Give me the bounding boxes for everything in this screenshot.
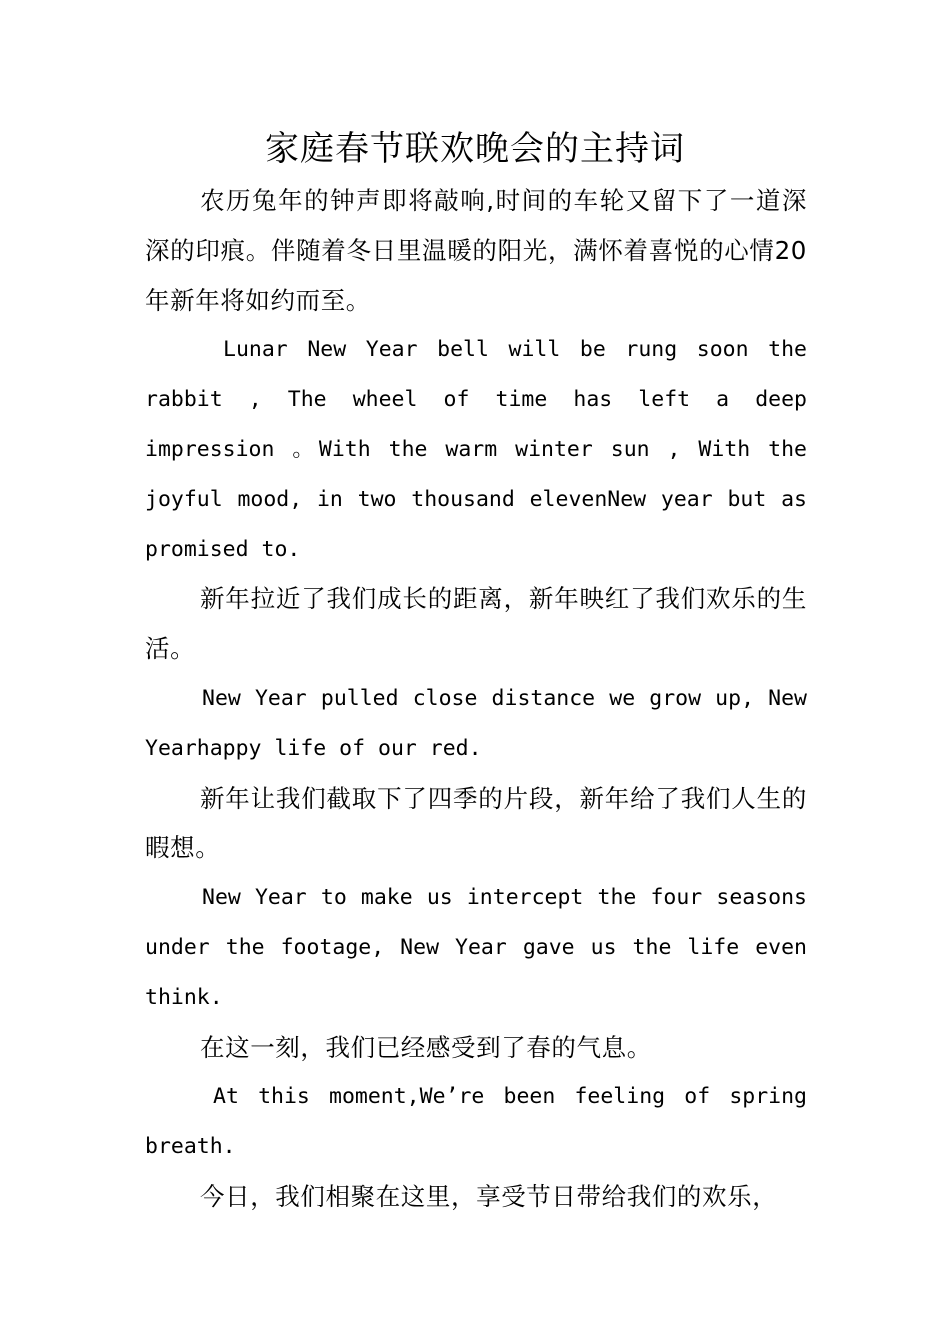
paragraph-en-3: New Year to make us intercept the four seasons under the footage, New Year gave us the life even think. xyxy=(145,885,807,1010)
paragraph-zh-1: 农历兔年的钟声即将敲响,时间的车轮又留下了一道深深的印痕。伴随着冬日里温暖的阳光，满怀着喜悦的心情20年新年将如约而至。 xyxy=(145,186,807,315)
paragraph-en-2: New Year pulled close distance we grow up, New Yearhappy life of our red. xyxy=(145,685,807,761)
paragraph-zh-3: 新年让我们截取下了四季的片段，新年给了我们人生的暇想。 xyxy=(145,783,807,863)
paragraph-zh-5: 今日，我们相聚在这里，享受节日带给我们的欢乐， xyxy=(200,1181,778,1211)
paragraph-zh-4: 在这一刻，我们已经感受到了春的气息。 xyxy=(200,1032,652,1062)
document-body xyxy=(145,176,807,1222)
document-title: 家庭春节联欢晚会的主持词 xyxy=(265,129,685,169)
paragraph-en-4: At this moment,We’re been feeling of spring breath. xyxy=(145,1084,807,1160)
paragraph-zh-2: 新年拉近了我们成长的距离，新年映红了我们欢乐的生活。 xyxy=(145,584,807,664)
paragraph-en-1: Lunar New Year bell will be rung soon the rabbit , The wheel of time has left a deep impression 。With the warm winter sun , With the joyful mood, in two thousand elevenNew year but as promised to. xyxy=(145,337,807,562)
